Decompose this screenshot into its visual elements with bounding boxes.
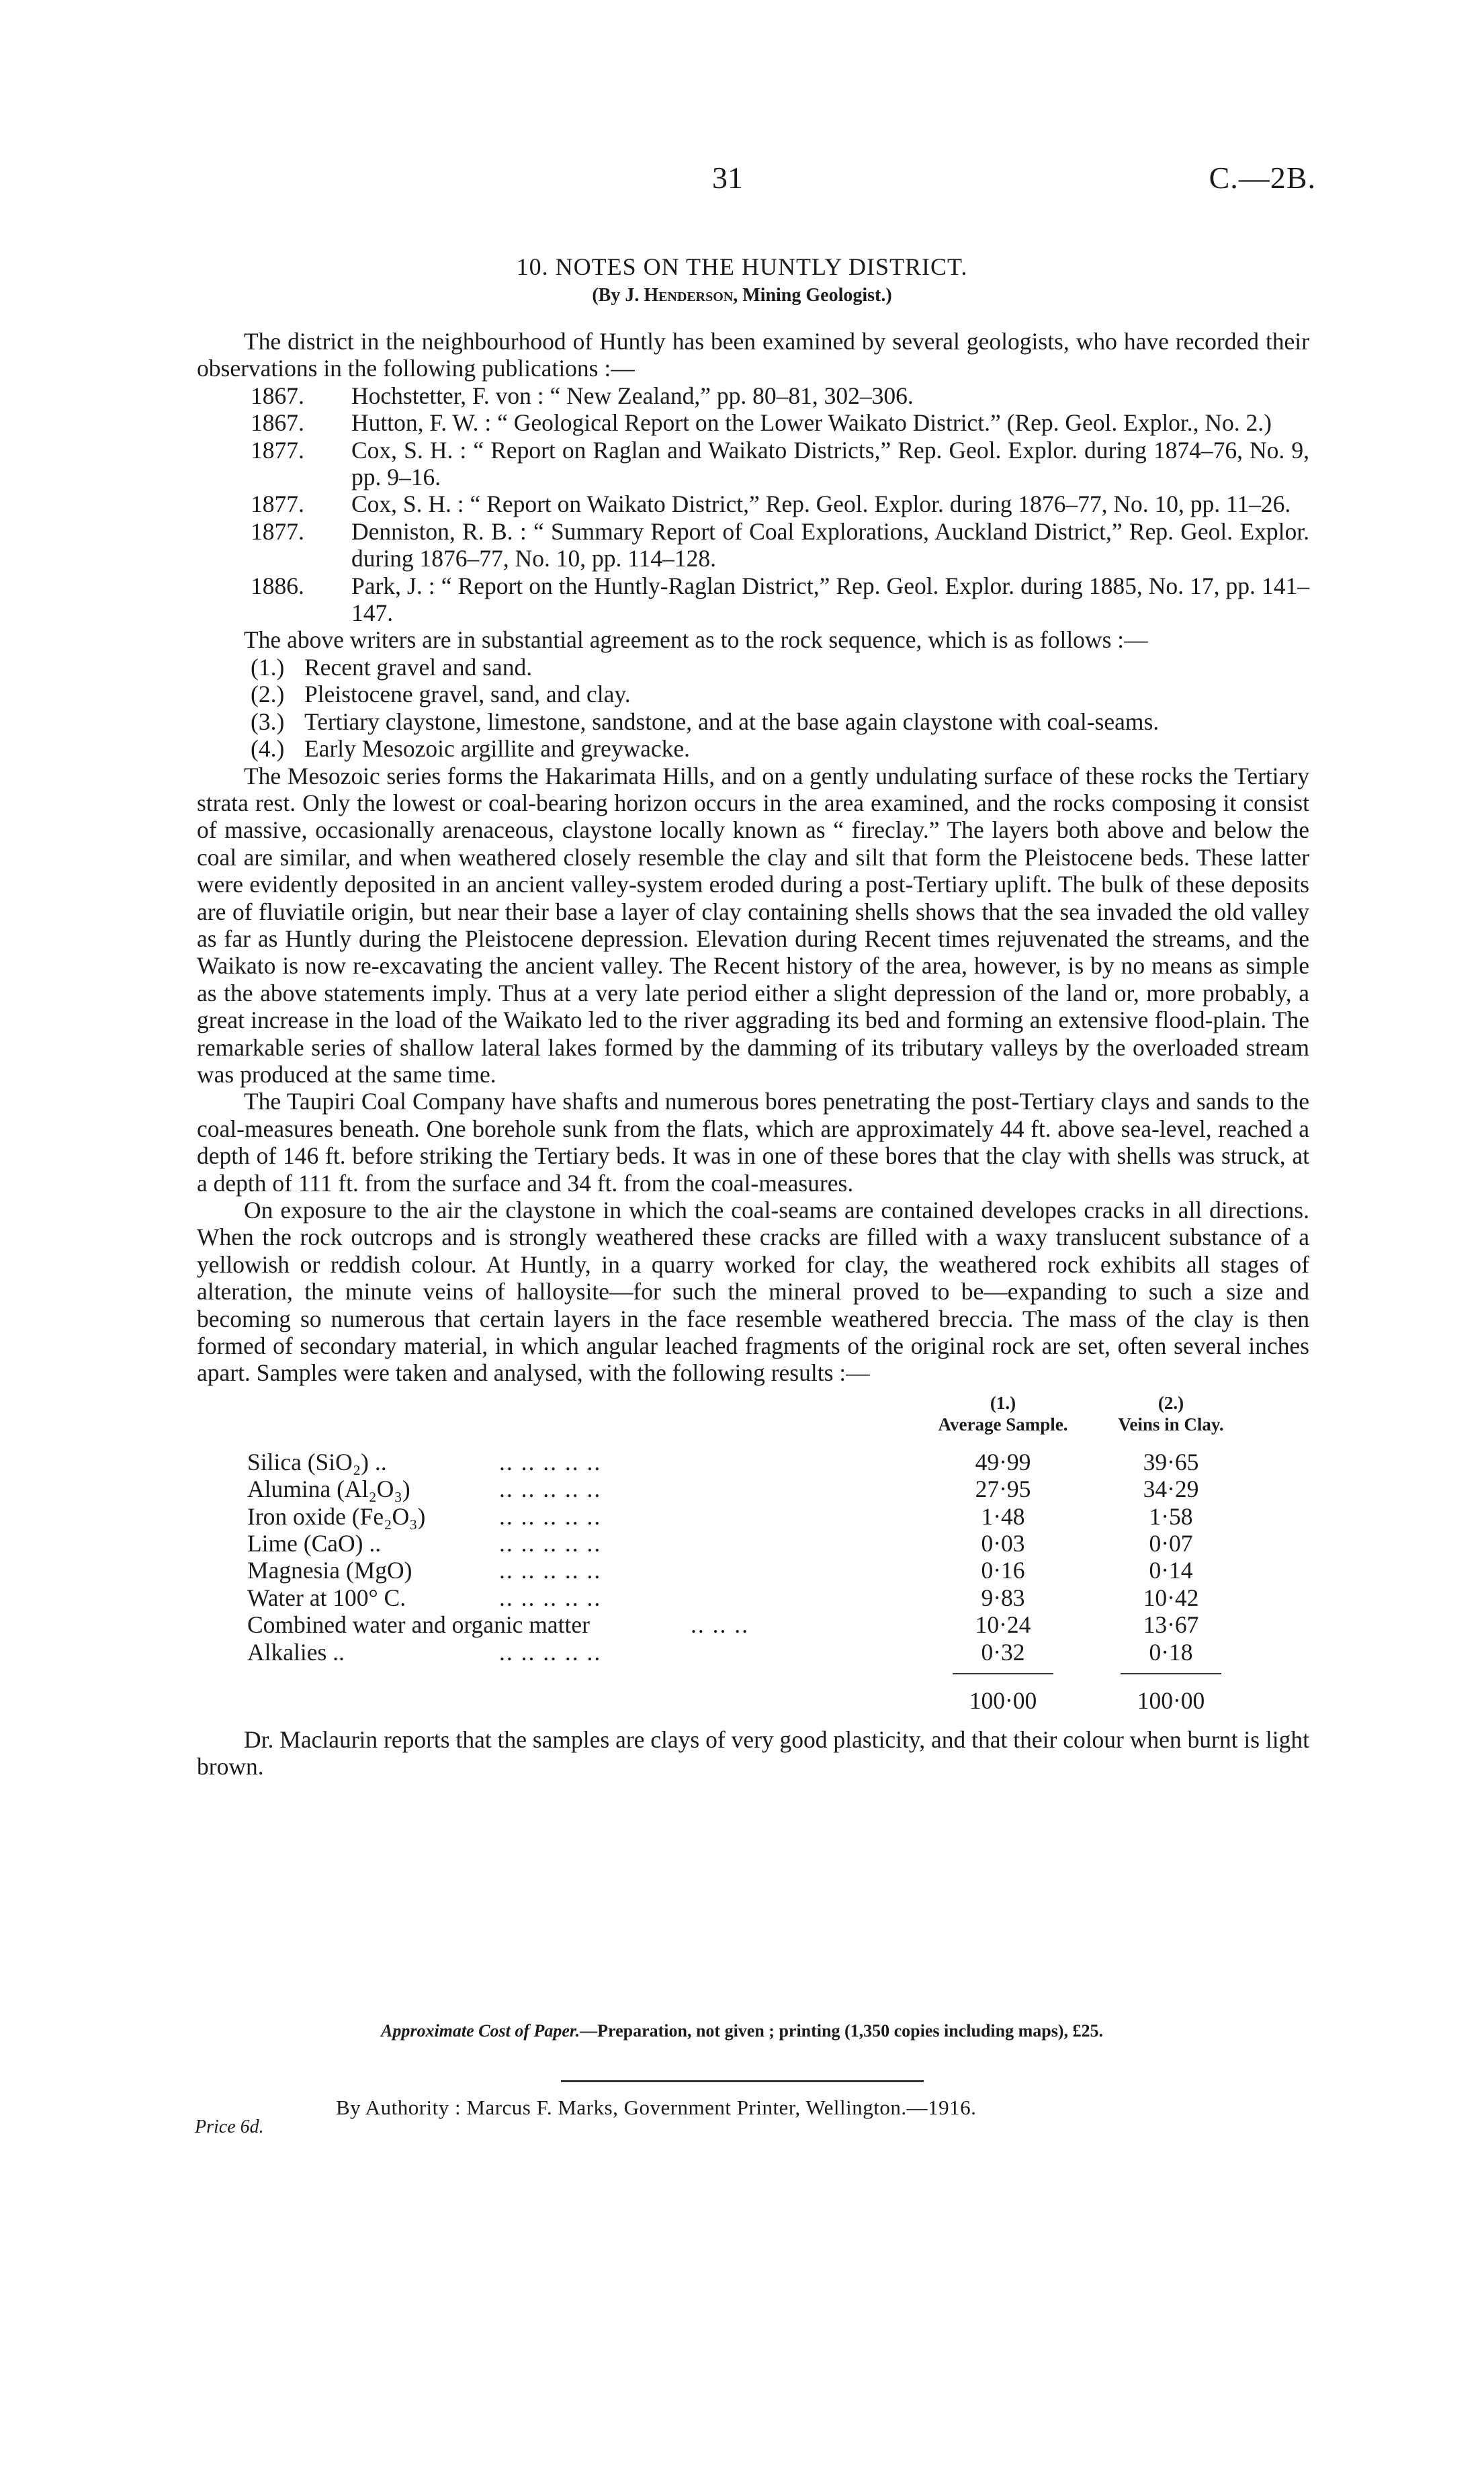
sequence-item <box>251 708 1309 735</box>
table-row: Combined water and organic matter .. .. .. 10·24 13·67 <box>247 1611 1255 1638</box>
column-header-average: (1.) Average Sample. <box>938 1392 1068 1434</box>
veins-value: 10·42 <box>1143 1584 1199 1611</box>
footer-divider <box>561 2080 924 2082</box>
page-header <box>0 160 1484 200</box>
average-value: 27·95 <box>975 1475 1031 1503</box>
cost-label: Approximate Cost of Paper. <box>381 2021 580 2041</box>
sequence-item <box>251 654 1309 681</box>
average-value: 0·16 <box>981 1557 1025 1584</box>
reference-year: 1886. <box>251 572 304 599</box>
byline-prefix: (By J. <box>592 285 644 306</box>
reference-text: Hochstetter, F. von : “ New Zealand,” pp. 80–81, 302–306. <box>351 382 914 409</box>
sequence-item <box>251 735 1309 762</box>
veins-value: 1·58 <box>1149 1502 1193 1530</box>
mesozoic-paragraph: The Mesozoic series forms the Hakarimata Hills, and on a gently undulating surface of these rocks the Tertiary strata rest. Only the lowest or coal-bearing horizon occurs in the area examined, and the rocks composing it consist of massive, occasionally arenaceous, claystone locally known as “ fireclay.” The layers both above and below the coal are similar, and when weathered closely resemble the clay and silt that form the Pleistocene beds. These latter were evidently deposited in an ancient valley-system eroded during a post-Tertiary uplift. The bulk of these deposits are of fluviatile origin, but near their base a layer of clay containing shells shows that the sea invaded the old valley as far as Huntly during the Pleistocene depression. Elevation during Recent times rejuvenated the streams, and the Waikato is now re-excavating the ancient valley. The Recent history of the area, however, is by no means as simple as the above statements imply. Thus at a very late period either a slight depression of the land or, more probably, a great increase in the load of the Waikato led to the river aggrading its bed and forming an extensive flood-plain. The remarkable series of shallow lateral lakes formed by the damming of its tributary valleys by the overloaded stream was produced at the same time. <box>197 762 1309 1088</box>
table-header <box>247 1392 1255 1449</box>
sequence-text: Early Mesozoic argillite and greywacke. <box>304 735 691 763</box>
reference-text: Hutton, F. W. : “ Geological Report on the Lower Waikato District.” (Rep. Geol. Explor., No. 2.) <box>351 409 1272 437</box>
sequence-intro: The above writers are in substantial agreement as to the rock sequence, which is as follows :— <box>244 626 1148 654</box>
constituent-name: Silica (SiO₂) .. <box>247 1448 387 1475</box>
reference-year: 1877. <box>251 490 304 518</box>
weathering-paragraph: On exposure to the air the claystone in which the coal-seams are contained developes cracks in all directions. When the rock outcrops and is strongly weathered these cracks are filled with a waxy translucent substance of a yellowish or reddish colour. At Huntly, in a quarry worked for clay, the weathered rock exhibits all stages of alteration, the minute veins of halloysite—for such the mineral proved to be—expanding to such a size and becoming so numerous that certain layers in the face resemble weathered breccia. The mass of the clay is then formed of secondary material, in which angular leached fragments of the original rock are set, often several inches apart. Samples were taken and analysed, with the following results :— <box>197 1197 1309 1387</box>
section-title: 10. NOTES ON THE HUNTLY DISTRICT. <box>516 253 968 280</box>
table-row: Lime (CaO) .. .. .. .. .. .. 0·03 0·07 <box>247 1530 1255 1557</box>
table-row: Alumina (Al₂O₃) .. .. .. .. .. 27·95 34·29 <box>247 1475 1255 1502</box>
table-row: Magnesia (MgO) .. .. .. .. .. 0·16 0·14 <box>247 1557 1255 1584</box>
printer-authority: By Authority : Marcus F. Marks, Government Printer, Wellington.—1916. <box>336 2096 977 2119</box>
veins-value: 0·18 <box>1149 1638 1193 1666</box>
sequence-number: (2.) <box>251 681 285 708</box>
constituent-name: Lime (CaO) .. <box>247 1530 382 1557</box>
table-row: Water at 100° C. .. .. .. .. .. 9·83 10·42 <box>247 1584 1255 1611</box>
byline <box>0 285 1484 306</box>
average-total: 100·00 <box>969 1686 1037 1714</box>
article-body <box>197 328 1309 1781</box>
total-row <box>247 1682 1255 1719</box>
sequence-number: (4.) <box>251 735 285 763</box>
borehole-paragraph: The Taupiri Coal Company have shafts and numerous bores penetrating the post-Tertiary clays and sands to the coal-measures beneath. One borehole sunk from the flats, which are approximately 44 ft. above sea-level, reached a depth of 146 ft. before striking the Tertiary beds. It was in one of these bores that the clay with shells was struck, at a depth of 111 ft. from the surface and 34 ft. from the coal-measures. <box>197 1088 1309 1197</box>
average-value: 9·83 <box>981 1584 1025 1611</box>
cost-note <box>0 2021 1484 2041</box>
reference-text: Denniston, R. B. : “ Summary Report of Coal Explorations, Auckland District,” Rep. Geol. Explor. during 1876–77, No. 10, pp. 114–128. <box>351 517 1309 572</box>
average-value: 0·03 <box>981 1530 1025 1557</box>
sequence-number: (1.) <box>251 653 285 681</box>
veins-value: 0·14 <box>1149 1557 1193 1584</box>
constituent-name: Alkalies .. <box>247 1638 345 1666</box>
rock-sequence-list <box>197 654 1309 763</box>
reference-item <box>251 518 1309 572</box>
intro-paragraph: The district in the neighbourhood of Huntly has been examined by several geologists, who have recorded their observations in the following publications :— <box>197 328 1309 382</box>
sequence-text: Recent gravel and sand. <box>304 653 533 681</box>
veins-value: 34·29 <box>1143 1475 1199 1503</box>
price-note: Price 6d. <box>195 2116 264 2137</box>
sequence-item <box>251 681 1309 708</box>
conclusion-paragraph: Dr. Maclaurin reports that the samples are clays of very good plasticity, and that their colour when burnt is light brown. <box>197 1725 1309 1781</box>
cost-text: —Preparation, not given ; printing (1,350 copies including maps), £25. <box>580 2021 1103 2041</box>
reference-year: 1877. <box>251 436 304 464</box>
page-number: 31 <box>712 161 743 195</box>
veins-value: 0·07 <box>1149 1530 1193 1557</box>
reference-list <box>197 382 1309 627</box>
reference-item <box>251 409 1309 436</box>
author-role: , Mining Geologist.) <box>733 285 892 306</box>
sequence-number: (3.) <box>251 708 285 735</box>
reference-year: 1877. <box>251 517 304 545</box>
reference-text: Cox, S. H. : “ Report on Raglan and Waikato Districts,” Rep. Geol. Explor. during 1874–76, No. 9, pp. 9–16. <box>351 436 1309 491</box>
total-rule <box>247 1666 1255 1682</box>
average-value: 0·32 <box>981 1638 1025 1666</box>
average-value: 49·99 <box>975 1448 1031 1475</box>
constituent-name: Combined water and organic matter <box>247 1611 590 1639</box>
constituent-name: Iron oxide (Fe₂O₃) <box>247 1502 426 1530</box>
document-code: C.—2B. <box>1209 161 1316 195</box>
reference-item <box>251 572 1309 627</box>
average-value: 1·48 <box>981 1502 1025 1530</box>
reference-item <box>251 382 1309 409</box>
constituent-name: Alumina (Al₂O₃) <box>247 1475 410 1503</box>
constituent-name: Water at 100° C. <box>247 1584 406 1611</box>
sequence-text: Tertiary claystone, limestone, sandstone, and at the base again claystone with coal-seams. <box>304 708 1160 735</box>
veins-total: 100·00 <box>1137 1686 1205 1714</box>
table-row: Iron oxide (Fe₂O₃) .. .. .. .. .. 1·48 1·58 <box>247 1503 1255 1530</box>
analysis-table <box>247 1392 1255 1719</box>
reference-year: 1867. <box>251 382 304 409</box>
reference-text: Cox, S. H. : “ Report on Waikato District,” Rep. Geol. Explor. during 1876–77, No. 10, pp. 11–26. <box>351 490 1291 518</box>
veins-value: 39·65 <box>1143 1448 1199 1475</box>
reference-text: Park, J. : “ Report on the Huntly-Raglan District,” Rep. Geol. Explor. during 1885, No. 17, pp. 141–147. <box>351 572 1309 627</box>
author-name: Henderson <box>644 285 734 306</box>
veins-value: 13·67 <box>1143 1611 1199 1639</box>
reference-item <box>251 437 1309 491</box>
average-value: 10·24 <box>975 1611 1031 1639</box>
constituent-name: Magnesia (MgO) <box>247 1557 412 1584</box>
sequence-text: Pleistocene gravel, sand, and clay. <box>304 681 631 708</box>
table-row: Silica (SiO₂) .. .. .. .. .. .. 49·99 39·65 <box>247 1449 1255 1475</box>
reference-item <box>251 490 1309 517</box>
column-header-veins: (2.) Veins in Clay. <box>1118 1392 1224 1434</box>
table-row: Alkalies .. .. .. .. .. .. 0·32 0·18 <box>247 1639 1255 1666</box>
reference-year: 1867. <box>251 409 304 437</box>
